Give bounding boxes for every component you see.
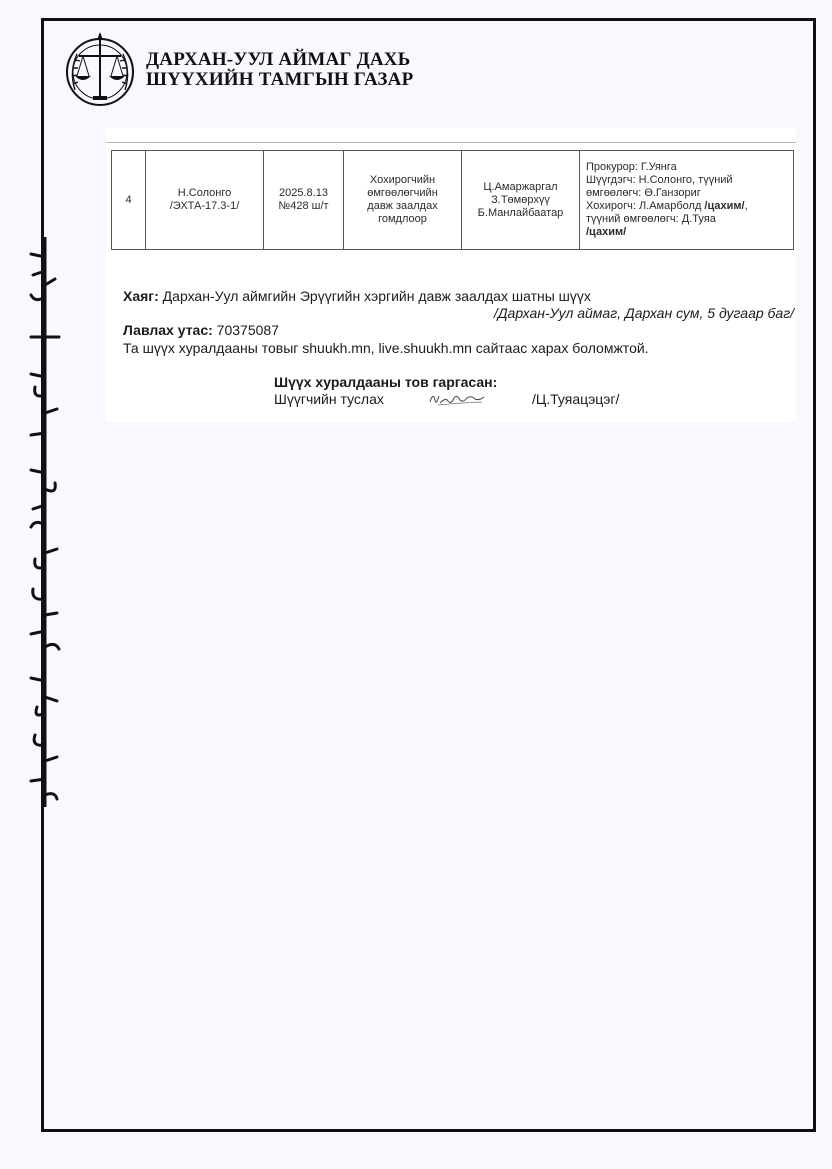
punctuation: ,: [744, 200, 748, 212]
appeal-type-line: Хохирогчийн: [369, 174, 436, 186]
judges-cell: [462, 151, 580, 250]
case-number-cell: [112, 151, 146, 250]
table-row: [112, 151, 794, 250]
date-cell: [264, 151, 344, 250]
participants-cell: [580, 151, 794, 250]
handwritten-signature: [428, 390, 492, 408]
hearing-table: [111, 150, 794, 250]
address-text: Дархан-Уул аймгийн Эрүүгийн хэргийн давж заалдах шатны шүүх: [158, 288, 591, 304]
participant-line: Прокурор: Г.Уянга: [586, 161, 677, 173]
defendant-cell: [146, 151, 264, 250]
participant-line: Шүүгдэгч: Н.Солонго, түүний: [586, 174, 733, 186]
hearing-date: 2025.8.13: [279, 187, 328, 199]
appeal-type-line: гомдлоор: [378, 213, 427, 225]
participant-line: түүний өмгөөлөгч: Д.Туяа: [586, 213, 716, 225]
divider: [106, 142, 796, 143]
issuer-role: Шүүгчийн туслах: [274, 391, 384, 407]
judge-name: З.Төмөрхүү: [491, 193, 550, 206]
case-code: /ЭХТА-17.3-1/: [169, 200, 240, 212]
judge-name: Ц.Амаржаргал: [483, 180, 558, 193]
ruling-number: №428 ш/т: [278, 200, 329, 212]
address-detail: /Дархан-Уул аймаг, Дархан сум, 5 дугаар баг/: [493, 305, 794, 321]
defendant-name: Н.Солонго: [177, 187, 232, 199]
appeal-type-cell: [344, 151, 462, 250]
vertical-mongolian-script: [21, 237, 69, 807]
appeal-type-line: өмгөөлөгчийн: [367, 187, 438, 199]
org-name-line-2: ШҮҮХИЙН ТАМГЫН ГАЗАР: [146, 69, 414, 90]
issuer-name: /Ц.Туяацэцэг/: [532, 391, 620, 407]
participant-text: Хохирогч: Л.Амарболд: [586, 200, 705, 212]
participant-line: [586, 200, 791, 213]
organization-name: [146, 50, 413, 90]
phone: [123, 322, 279, 339]
case-number: 4: [125, 193, 132, 206]
issued-by-heading: Шүүх хуралдааны тов гаргасан:: [274, 374, 498, 390]
address: [123, 288, 591, 305]
website-note: Та шүүх хуралдааны товыг shuukh.mn, live.shuukh.mn сайтаас харах боломжтой.: [123, 340, 649, 356]
org-name-line-1: ДАРХАН-УУЛ АЙМАГ ДАХЬ: [146, 49, 411, 70]
judge-name: Б.Манлайбаатар: [477, 206, 564, 219]
phone-number: 70375087: [212, 322, 279, 338]
schedule-sheet: [106, 128, 796, 422]
address-label: Хаяг:: [123, 288, 159, 304]
court-emblem-logo: [63, 30, 137, 110]
appeal-type-line: давж заалдах: [367, 200, 438, 212]
online-tag: /цахим/: [586, 226, 627, 238]
phone-label: Лавлах утас:: [123, 322, 213, 338]
participant-line: өмгөөлөгч: Ө.Ганзориг: [586, 187, 701, 199]
online-tag: /цахим/: [704, 200, 745, 212]
